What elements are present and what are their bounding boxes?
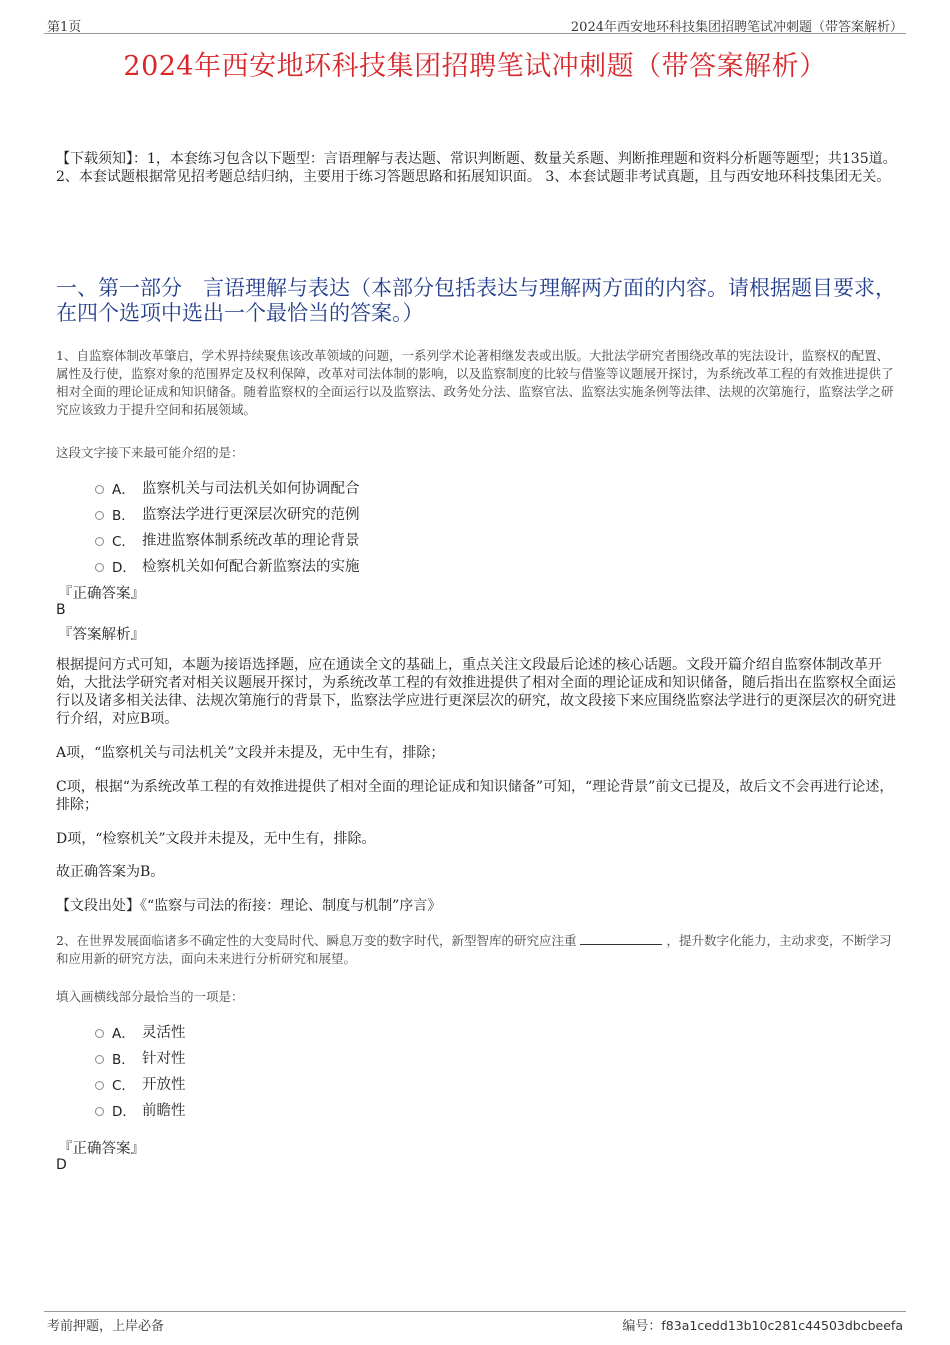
fill-blank bbox=[580, 932, 662, 945]
q2-option-d[interactable] bbox=[95, 1099, 186, 1120]
question-2-prompt: 填入画横线部分最恰当的一项是： bbox=[56, 989, 244, 1004]
question-1-text: 1、自监察体制改革肇启，学术界持续聚焦该改革领域的问题，一系列学术论著相继发表或出版。大批法学研究者围绕改革的宪法设计，监察权的配置、属性及行使，监察对象的范围界定及权利保障，改革对司法体制的影响，以及监察制度的比较与借鉴等议题展开探讨，为系统改革工程的有效推进提供了相对全面的理论证成和知识储备。随着监察权的全面运行以及监察法、政务处分法、监察官法、监察法实施条例等法律、法规的次第施行，监察法学之研究应该致力于提升空间和拓展领域。 bbox=[56, 348, 894, 417]
footer-code bbox=[622, 1315, 903, 1334]
download-notice: 【下载须知】：1，本套练习包含以下题型：言语理解与表达题、常识判断题、数量关系题、判断推理题和资料分析题等题型；共135道。 2、本套试题根据常见招考题总结归纳，主要用于练习答题思路和拓展知识面。 3、本套试题非考试真题，且与西安地环科技集团无关。 bbox=[56, 151, 897, 185]
q1-option-d[interactable] bbox=[95, 555, 360, 576]
option-letter: D． bbox=[112, 559, 136, 576]
footer-divider bbox=[44, 1311, 906, 1312]
radio-icon[interactable] bbox=[95, 1107, 104, 1116]
radio-icon[interactable] bbox=[95, 563, 104, 572]
radio-icon[interactable] bbox=[95, 1055, 104, 1064]
radio-icon[interactable] bbox=[95, 537, 104, 546]
q1-answer-label: 『正确答案』 bbox=[58, 586, 145, 602]
option-text: 监察机关与司法机关如何协调配合 bbox=[142, 481, 360, 497]
question-2-text bbox=[56, 932, 896, 968]
radio-icon[interactable] bbox=[95, 485, 104, 494]
option-letter: D． bbox=[112, 1103, 136, 1120]
option-letter: C． bbox=[112, 1077, 135, 1094]
option-text: 开放性 bbox=[142, 1077, 186, 1093]
option-letter: B． bbox=[112, 1051, 135, 1068]
footer-code-value: f83a1cedd13b10c281c44503dbcbeefa bbox=[661, 1318, 903, 1333]
option-letter: A． bbox=[112, 481, 135, 498]
footer-code-label: 编号： bbox=[622, 1319, 662, 1334]
q1-source: 【文段出处】《“监察与司法的衔接：理论、制度与机制”序言》 bbox=[56, 898, 442, 914]
q1-analysis-c: C项，根据“为系统改革工程的有效推进提供了相对全面的理论证成和知识储备”可知，“理论背景”前文已提及，故后文不会再进行论述，排除； bbox=[56, 779, 894, 813]
page-title: 2024年西安地环科技集团招聘笔试冲刺题（带答案解析） bbox=[123, 51, 827, 82]
q1-option-c[interactable] bbox=[95, 529, 360, 550]
header-divider bbox=[44, 33, 906, 34]
footer-slogan: 考前押题，上岸必备 bbox=[47, 1319, 165, 1334]
option-text: 灵活性 bbox=[142, 1025, 186, 1041]
q2-answer-label: 『正确答案』 bbox=[58, 1141, 145, 1157]
q1-analysis-d: D项，“检察机关”文段并未提及，无中生有，排除。 bbox=[56, 831, 376, 847]
radio-icon[interactable] bbox=[95, 511, 104, 520]
question-2-text-before: 2、在世界发展面临诸多不确定性的大变局时代、瞬息万变的数字时代，新型智库的研究应注重 bbox=[56, 933, 577, 948]
page-number: 第1页 bbox=[47, 20, 82, 35]
question-1-prompt: 这段文字接下来最可能介绍的是： bbox=[56, 445, 244, 460]
option-text: 监察法学进行更深层次研究的范例 bbox=[142, 507, 360, 523]
radio-icon[interactable] bbox=[95, 1081, 104, 1090]
q1-answer: B bbox=[56, 602, 66, 618]
q2-answer: D bbox=[56, 1157, 67, 1173]
q2-option-b[interactable] bbox=[95, 1047, 186, 1068]
q1-conclusion: 故正确答案为B。 bbox=[56, 864, 165, 880]
q1-analysis-main: 根据提问方式可知，本题为接语选择题，应在通读全文的基础上，重点关注文段最后论述的核心话题。文段开篇介绍自监察体制改革开始，大批法学研究者对相关议题展开探讨，为系统改革工程的有效推进提供了相对全面的理论证成和知识储备，随后指出在监察权全面运行以及诸多相关法律、法规次第施行的背景下，监察法学应进行更深层次的研究，故文段接下来应围绕监察法学进行的更深层次的研究进行介绍，对应B项。 bbox=[56, 657, 896, 727]
question-2-text-after: ，提升数字化能力，主动求变，不断学习和应用新的研究方法，面向未来进行分析研究和展望。 bbox=[56, 933, 892, 966]
section-heading: 一、第一部分 言语理解与表达（本部分包括表达与理解两方面的内容。请根据题目要求，在四个选项中选出一个最恰当的答案。） bbox=[56, 276, 896, 325]
option-text: 针对性 bbox=[142, 1051, 186, 1067]
option-text: 检察机关如何配合新监察法的实施 bbox=[142, 559, 360, 575]
q2-option-c[interactable] bbox=[95, 1073, 186, 1094]
q1-analysis-label: 『答案解析』 bbox=[58, 627, 145, 643]
option-letter: C． bbox=[112, 533, 135, 550]
option-text: 推进监察体制系统改革的理论背景 bbox=[142, 533, 360, 549]
q1-option-a[interactable] bbox=[95, 477, 360, 498]
q2-option-a[interactable] bbox=[95, 1021, 186, 1042]
q1-analysis-a: A项，“监察机关与司法机关”文段并未提及，无中生有，排除； bbox=[56, 745, 445, 761]
option-letter: B． bbox=[112, 507, 135, 524]
q1-option-b[interactable] bbox=[95, 503, 360, 524]
option-text: 前瞻性 bbox=[142, 1103, 186, 1119]
radio-icon[interactable] bbox=[95, 1029, 104, 1038]
header-doc-title: 2024年西安地环科技集团招聘笔试冲刺题（带答案解析） bbox=[570, 20, 903, 35]
option-letter: A． bbox=[112, 1025, 135, 1042]
